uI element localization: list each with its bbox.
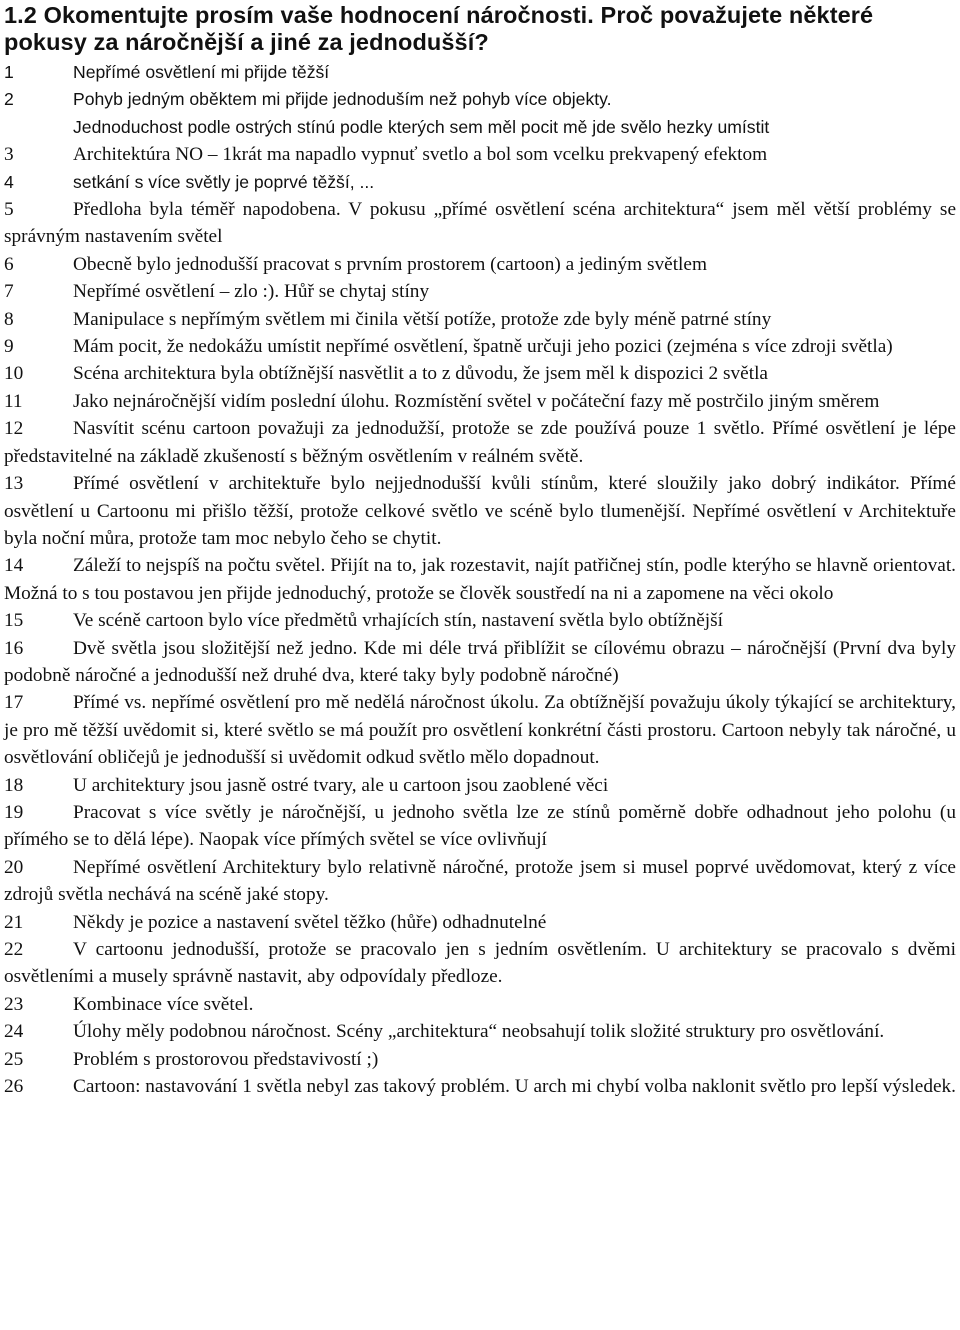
answer-item bbox=[4, 306, 956, 333]
answer-text: setkání s více světly je poprvé těžší, ... bbox=[73, 171, 375, 192]
answer-text: Problém s prostorovou představivostí ;) bbox=[73, 1048, 379, 1070]
answer-item bbox=[4, 86, 956, 141]
answer-number: 20 bbox=[4, 856, 24, 878]
answer-item bbox=[4, 251, 956, 278]
answer-number: 18 bbox=[4, 774, 24, 796]
answer-number: 8 bbox=[4, 308, 14, 330]
answer-item bbox=[4, 772, 956, 799]
answer-text: V cartoonu jednodušší, protože se pracovalo jen s jedním osvětlením. U architektury se pracovalo s dvěmi osvětleními a musely správně nastavit, aby odpovídaly předloze. bbox=[4, 939, 956, 988]
answer-item bbox=[4, 169, 956, 196]
answer-text: Manipulace s nepřímým světlem mi činila větší potíže, protože zde byly méně patrné stíny bbox=[73, 308, 772, 330]
answer-number: 25 bbox=[4, 1048, 24, 1070]
answer-text: Jako nejnáročnější vidím poslední úlohu. Rozmístění světel v počáteční fazy mě postrčilo jiným směrem bbox=[73, 390, 880, 412]
answer-text: Mám pocit, že nedokážu umístit nepřímé osvětlení, špatně určuji jeho pozici (zejména s více zdroji světla) bbox=[73, 336, 893, 358]
answer-item bbox=[4, 607, 956, 634]
answer-text: Obecně bylo jednodušší pracovat s prvním prostorem (cartoon) a jediným světlem bbox=[73, 253, 707, 275]
answer-number: 14 bbox=[4, 555, 24, 577]
answer-item bbox=[4, 59, 956, 86]
answer-number: 6 bbox=[4, 253, 14, 275]
answer-number: 9 bbox=[4, 336, 14, 358]
answer-item bbox=[4, 909, 956, 936]
answer-number: 22 bbox=[4, 939, 24, 960]
answer-number: 24 bbox=[4, 1021, 24, 1043]
answer-number: 21 bbox=[4, 911, 24, 933]
answer-number: 10 bbox=[4, 363, 24, 385]
answer-text: Pracovat s více světly je náročnější, u jednoho světla lze ze stínů poměrně dobře odhadnout jeho polohu (u přímého se to dělá lépe). Naopak více přímých světel se více ovlivňují bbox=[4, 801, 956, 851]
answer-number: 1 bbox=[4, 62, 14, 82]
answer-number: 16 bbox=[4, 637, 24, 659]
answer-text: Nepřímé osvětlení Architektury bylo relativně náročné, protože jsem si musel poprvé uvědomovat, který z více zdrojů světla nechává na scéně jaké stopy. bbox=[4, 856, 956, 906]
answer-number: 19 bbox=[4, 801, 24, 823]
answer-item bbox=[4, 1046, 956, 1073]
answer-number: 23 bbox=[4, 993, 24, 1015]
answer-item bbox=[4, 854, 956, 909]
answer-item bbox=[4, 470, 956, 552]
answer-text: Někdy je pozice a nastavení světel těžko (hůře) odhadnutelné bbox=[73, 911, 547, 933]
answer-number: 12 bbox=[4, 418, 24, 440]
answer-item bbox=[4, 936, 956, 991]
answer-item bbox=[4, 360, 956, 387]
answer-item bbox=[4, 689, 956, 771]
answer-item bbox=[4, 333, 956, 360]
answer-number: 13 bbox=[4, 473, 24, 495]
answer-item bbox=[4, 1018, 956, 1045]
answer-number: 17 bbox=[4, 692, 24, 714]
answer-number: 2 bbox=[4, 89, 14, 110]
answer-continuation: Jednoduchost podle ostrých stínú podle kterých sem měl pocit mě jde svělo hezky umístit bbox=[73, 116, 770, 137]
answer-text: Architektúra NO – 1krát ma napadlo vypnuť svetlo a bol som vcelku prekvapený efektom bbox=[73, 144, 768, 166]
answer-text: Cartoon: nastavování 1 světla nebyl zas takový problém. U arch mi chybí volba naklonit světlo pro lepší výsledek. bbox=[73, 1076, 956, 1098]
answer-number: 5 bbox=[4, 199, 14, 221]
answer-text: Ve scéně cartoon bylo více předmětů vrhajících stín, nastavení světla bylo obtížnější bbox=[73, 610, 724, 632]
answer-number: 4 bbox=[4, 171, 14, 192]
answer-list bbox=[4, 59, 956, 1100]
section-heading: 1.2 Okomentujte prosím vaše hodnocení náročnosti. Proč považujete některé pokusy za náročnější a jiné za jednodušší? bbox=[4, 2, 874, 55]
answer-item bbox=[4, 415, 956, 470]
answer-item bbox=[4, 196, 956, 251]
answer-text: U architektury jsou jasně ostré tvary, ale u cartoon jsou zaoblené věci bbox=[73, 774, 609, 796]
document-page bbox=[4, 0, 956, 1100]
answer-item bbox=[4, 141, 956, 168]
answer-item bbox=[4, 1073, 956, 1100]
answer-text: Záleží to nejspíš na počtu světel. Přijít na to, jak rozestavit, najít patřičnej stín, podle kterýho se hlavně orientovat. Možná to s tou postavou jen přijde jednoduchý, protože se člověk soustředí na ni a zapomene na věci okolo bbox=[4, 555, 956, 604]
answer-item bbox=[4, 991, 956, 1018]
answer-text: Dvě světla jsou složitější než jedno. Kde mi déle trvá přiblížit se cílovému obrazu – náročnější (První dva byly podobně náročné a jednodušší než druhé dva, které taky byly podobně náročné) bbox=[4, 637, 956, 686]
answer-number: 11 bbox=[4, 390, 23, 412]
answer-text: Nasvítit scénu cartoon považuji za jednodužší, protože se zde používá pouze 1 světlo. Přímé osvětlení je lépe představitelné na základě zkušeností s běžným osvětlením v reálném světě. bbox=[4, 418, 956, 467]
answer-text: Přímé vs. nepřímé osvětlení pro mě nedělá náročnost úkolu. Za obtížnější považuju úkoly týkající se architektury, je pro mě těžší uvědomit si, které světlo se má použít pro osvětlení konkrétní části prostoru. Cartoon nebyly tak náročné, u osvětlování obličejů je jednodušší si uvědomit odkud světlo mělo dopadnout. bbox=[4, 692, 956, 769]
answer-number: 15 bbox=[4, 610, 24, 632]
answer-text: Pohyb jedným oběktem mi přijde jednoduším než pohyb více objekty. bbox=[73, 89, 612, 110]
answer-number: 26 bbox=[4, 1076, 24, 1098]
answer-text: Nepřímé osvětlení mi přijde těžší bbox=[73, 62, 330, 82]
answer-item bbox=[4, 635, 956, 690]
answer-item bbox=[4, 552, 956, 607]
answer-text: Úlohy měly podobnou náročnost. Scény „architektura“ neobsahují tolik složité struktury pro osvětlování. bbox=[73, 1021, 885, 1043]
answer-text: Scéna architektura byla obtížnější nasvětlit a to z důvodu, že jsem měl k dispozici 2 světla bbox=[73, 363, 768, 385]
answer-number: 3 bbox=[4, 144, 14, 166]
answer-number: 7 bbox=[4, 281, 14, 303]
answer-text: Nepřímé osvětlení – zlo :). Hůř se chytaj stíny bbox=[73, 281, 430, 303]
answer-text: Předloha byla téměř napodobena. V pokusu „přímé osvětlení scéna architektura“ jsem měl větší problémy se správným nastavením světel bbox=[4, 199, 956, 248]
answer-item bbox=[4, 278, 956, 305]
answer-text: Kombinace více světel. bbox=[73, 993, 254, 1015]
answer-item bbox=[4, 388, 956, 415]
answer-text: Přímé osvětlení v architektuře bylo nejjednodušší kvůli stínům, které sloužily jako dobrý indikátor. Přímé osvětlení u Cartoonu mi přišlo těžší, protože celkové světlo ve scéně bylo tlumenější. Nepřímé osvětlení v Architektuře byla noční můra, protože tam moc nebylo čeho se chytit. bbox=[4, 473, 956, 549]
answer-item bbox=[4, 799, 956, 854]
